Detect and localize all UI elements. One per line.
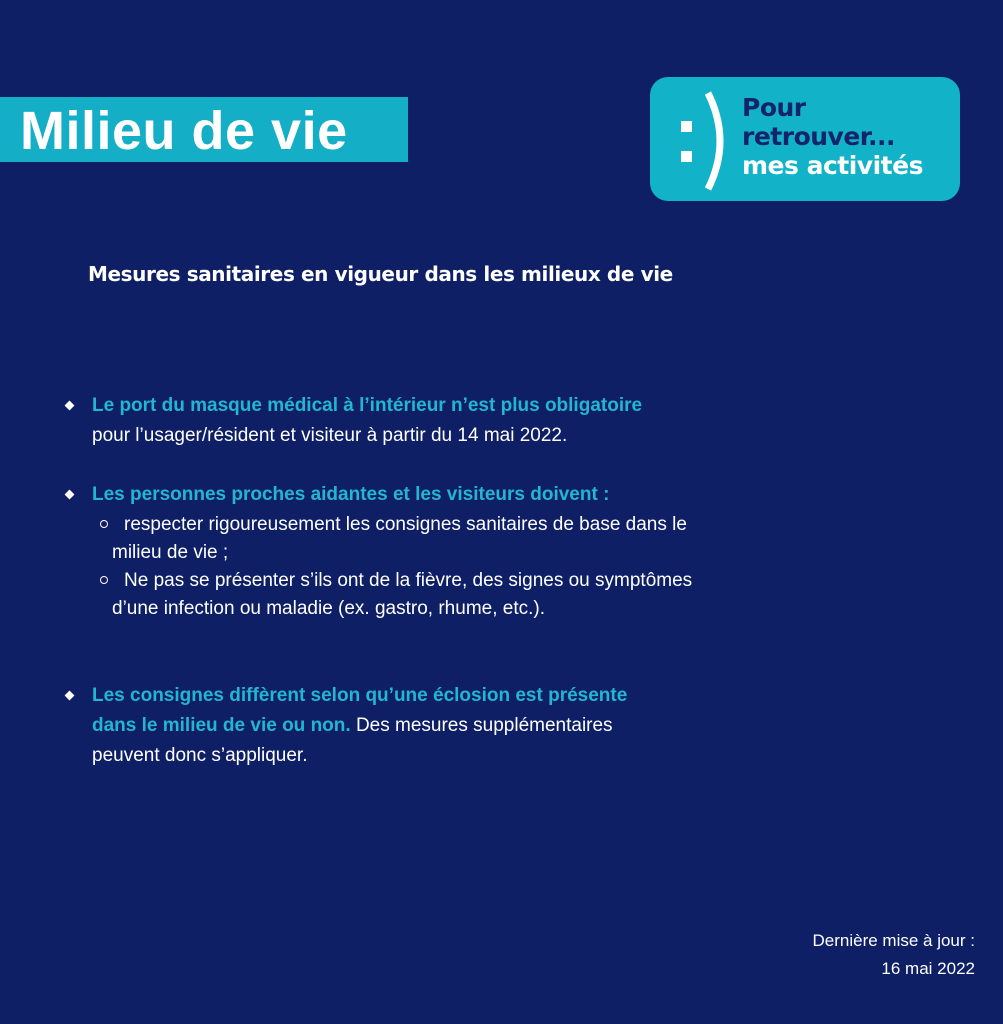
bullet-highlight: Les consignes diffèrent selon qu’une éclosion est présente [92,685,628,706]
last-update [812,927,975,983]
sub-item-symptoms [112,567,784,623]
bullet-highlight: Les personnes proches aidantes et les visiteurs doivent : [92,484,610,505]
bullet-highlight: dans le milieu de vie ou non. [92,715,351,736]
bullet-outbreak [92,681,782,771]
bullet-visitors [92,480,782,510]
diamond-bullet-icon [65,691,75,701]
sub-item-line: Ne pas se présenter s’ils ont de la fièvre, des signes ou symptômes [124,570,693,591]
bullet-text: pour l’usager/résident et visiteur à partir du 14 mai 2022. [92,425,568,446]
diamond-bullet-icon [65,490,75,500]
smiley-icon [664,87,726,195]
badge-line-1: Pour [742,93,806,122]
last-update-label: Dernière mise à jour : [812,931,975,950]
badge-line-2: retrouver... [742,122,896,151]
sub-item-line: milieu de vie ; [112,542,229,563]
badge-line-3: mes activités [742,151,923,180]
sub-item-line: respecter rigoureusement les consignes sanitaires de base dans le [124,514,687,535]
section-subtitle: Mesures sanitaires en vigueur dans les milieux de vie [88,262,673,286]
sub-item-line: d’une infection ou maladie (ex. gastro, rhume, etc.). [112,598,546,619]
diamond-bullet-icon [65,401,75,411]
circle-bullet-icon [100,520,108,528]
badge-text [742,93,952,180]
activities-badge[interactable] [650,77,960,201]
circle-bullet-icon [100,576,108,584]
bullet-text: peuvent donc s’appliquer. [92,745,308,766]
bullet-text: Des mesures supplémentaires [350,715,613,736]
last-update-date: 16 mai 2022 [881,959,975,978]
title-band [0,97,408,162]
sub-item-hygiene [112,511,784,567]
bullet-highlight: Le port du masque médical à l’intérieur n’est plus obligatoire [92,395,643,416]
page-title: Milieu de vie [20,101,348,161]
bullet-mask [92,391,782,451]
